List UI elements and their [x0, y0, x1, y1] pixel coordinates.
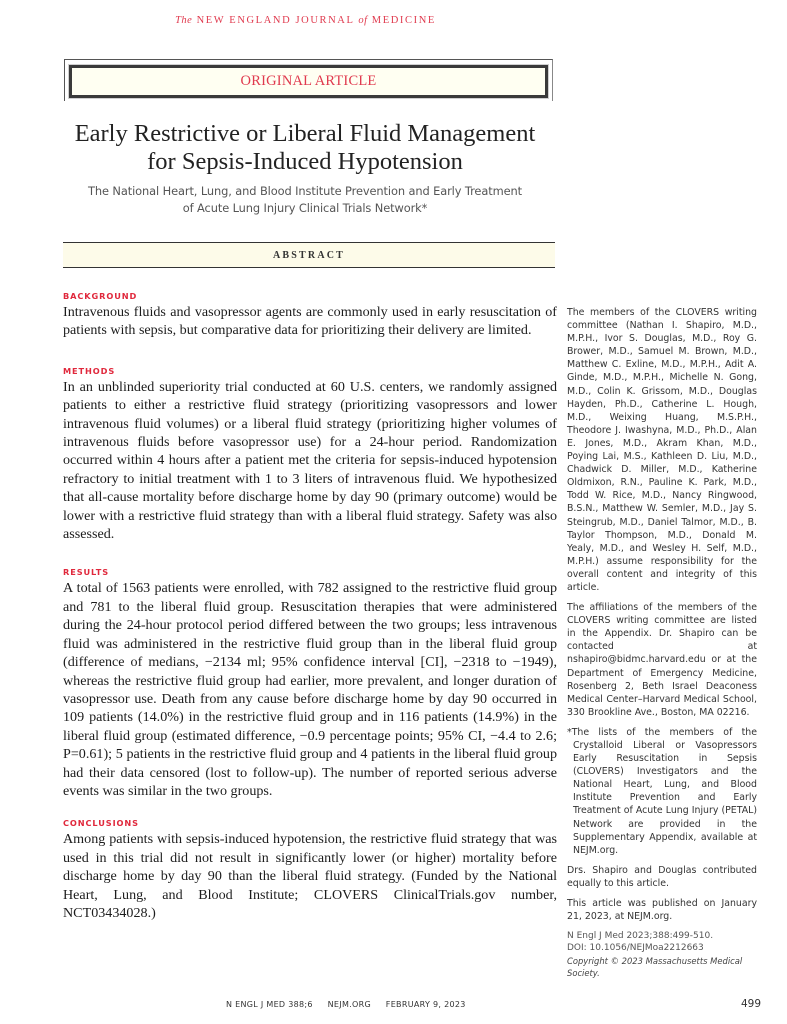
contribution-note: Drs. Shapiro and Douglas contributed equally to this article.: [567, 864, 757, 889]
investigators-footnote: *The lists of the members of the Crystalloid Liberal or Vasopressors Early Resuscitation in Sepsis (CLOVERS) Investigators and the National Heart, Lung, and Blood Institute Prevention and Early Treatment of Acute Lung Injury (PETAL) Network are provided in the Supplementary Appendix, available at NEJM.org.: [567, 726, 757, 856]
section-text: Among patients with sepsis-induced hypotension, the restrictive fluid strategy that was used in this trial did not result in significantly lower (or higher) mortality before discharge home by day 90 than the liberal fluid strategy. (Funded by the National Heart, Lung, and Blood Institute; CLOVERS ClinicalTrials.gov number, NCT03434028.): [63, 831, 557, 921]
section-heading: METHODS: [63, 365, 116, 376]
section-heading: RESULTS: [63, 567, 110, 578]
section-heading: CONCLUSIONS: [63, 818, 139, 829]
author-line-1: The National Heart, Lung, and Blood Institute Prevention and Early Treatment: [88, 184, 522, 198]
affiliations-note: The affiliations of the members of the CLOVERS writing committee are listed in the Appendix. Dr. Shapiro can be contacted at nshapiro@bidmc.harvard.edu or at the Department of Emergency Medicine, Rosenberg 2, Beth Israel Deaconess Medical Center–Harvard Medical School, 330 Brookline Ave., Boston, MA 02216.: [567, 602, 757, 718]
journal-header: [0, 15, 787, 26]
journal-connector: of: [358, 15, 368, 26]
abstract-section-methods: [63, 366, 557, 544]
citation-block: [567, 930, 757, 979]
journal-name-part1: NEW ENGLAND JOURNAL: [196, 15, 355, 26]
doi-link[interactable]: DOI: 10.1056/NEJMoa2212663: [567, 943, 704, 954]
footer-running-info: [226, 1000, 478, 1009]
title-line-2: for Sepsis-Induced Hypotension: [147, 148, 463, 175]
abstract-label: ABSTRACT: [272, 249, 346, 261]
author-group: [50, 183, 560, 217]
citation: N Engl J Med 2023;388:499-510.: [567, 931, 714, 942]
article-type-box: [69, 65, 548, 98]
sidebar-notes: [567, 306, 757, 979]
footer-journal-issue: N ENGL J MED 388;6: [226, 1000, 313, 1009]
copyright: Copyright © 2023 Massachusetts Medical Society.: [567, 955, 743, 978]
page-number: 499: [741, 998, 762, 1010]
article-title: [50, 120, 560, 176]
abstract-section-conclusions: [63, 818, 557, 922]
section-heading: BACKGROUND: [63, 291, 138, 301]
journal-prefix: The: [175, 15, 193, 26]
abstract-body: [63, 291, 557, 936]
publication-note: This article was published on January 21, 2023, at NEJM.org.: [567, 898, 757, 923]
abstract-section-background: [63, 291, 557, 340]
footer-date: FEBRUARY 9, 2023: [385, 1000, 466, 1009]
abstract-section-results: [63, 567, 557, 800]
section-text: In an unblinded superiority trial conducted at 60 U.S. centers, we randomly assigned patients to either a restrictive fluid strategy (prioritizing vasopressors and lower intravenous fluid volumes) or a liberal fluid strategy (prioritizing higher volumes of intravenous fluids before vasopressor use) for a 24-hour period. Randomization occurred within 4 hours after a patient met the criteria for sepsis-induced hypotension refractory to initial treatment with 1 to 3 liters of intravenous fluid. We hypothesized that all-cause mortality before discharge home by day 90 (primary outcome) would be lower with a restrictive fluid strategy than with a liberal fluid strategy. Safety was also assessed.: [63, 378, 557, 543]
writing-committee-note: The members of the CLOVERS writing committee (Nathan I. Shapiro, M.D., M.P.H., Ivor S. Douglas, M.D., Roy G. Brower, M.D., Samuel M. Brown, M.D., Matthew C. Exline, M.D., M.P.H., Adit A. Ginde, M.D., M.P.H., Michelle N. Gong, M.D., Colin K. Grissom, M.D., Douglas Hayden, Ph.D., Catherine L. Hough, M.D., Weixing Huang, M.S.P.H., Theodore J. Iwashyna, M.D., Ph.D., Alan E. Jones, M.D., Akram Khan, M.D., Poying Lai, M.S., Kathleen D. Liu, M.D., Chadwick D. Miller, M.D., Katherine Oldmixon, R.N., Pauline K. Park, M.D., Todd W. Rice, M.D., Nancy Ringwood, B.S.N., Matthew W. Semler, M.D., Jay S. Steingrub, M.D., Daniel Talmor, M.D., B. Taylor Thompson, M.D., Donald M. Yealy, M.D., and Wesley H. Self, M.D., M.P.H.) assume responsibility for the overall content and integrity of this article.: [567, 307, 757, 593]
article-type-label: ORIGINAL ARTICLE: [240, 73, 377, 89]
title-line-1: Early Restrictive or Liberal Fluid Management: [74, 120, 536, 147]
section-text: A total of 1563 patients were enrolled, with 782 assigned to the restrictive fluid group and 781 to the liberal fluid group. Resuscitation therapies that were administered during the 24-hour protocol period differed between the two groups; less intravenous fluid was administered in the restrictive fluid group than in the liberal fluid group (difference of medians, −2134 ml; 95% confidence interval [CI], −2318 to −1949), whereas the restrictive fluid group had earlier, more prevalent, and longer duration of vasopressor use. Death from any cause before discharge home by day 90 occurred in 109 patients (14.0%) in the restrictive fluid group and in 116 patients (14.9%) in the liberal fluid group (estimated difference, −0.9 percentage points; 95% CI, −4.4 to 2.6; P=0.61); 5 patients in the restrictive fluid group and 4 patients in the liberal fluid group had their data censored (lost to follow-up). The number of reported serious adverse events was similar in the two groups.: [63, 580, 557, 799]
author-line-2: of Acute Lung Injury Clinical Trials Network*: [182, 201, 428, 215]
abstract-header-band: [63, 242, 555, 268]
footer-site: NEJM.ORG: [327, 1000, 371, 1009]
section-text: Intravenous fluids and vasopressor agents are commonly used in early resuscitation of patients with sepsis, but comparative data for prioritizing their delivery are limited.: [63, 304, 557, 339]
journal-name-part2: MEDICINE: [371, 15, 436, 26]
